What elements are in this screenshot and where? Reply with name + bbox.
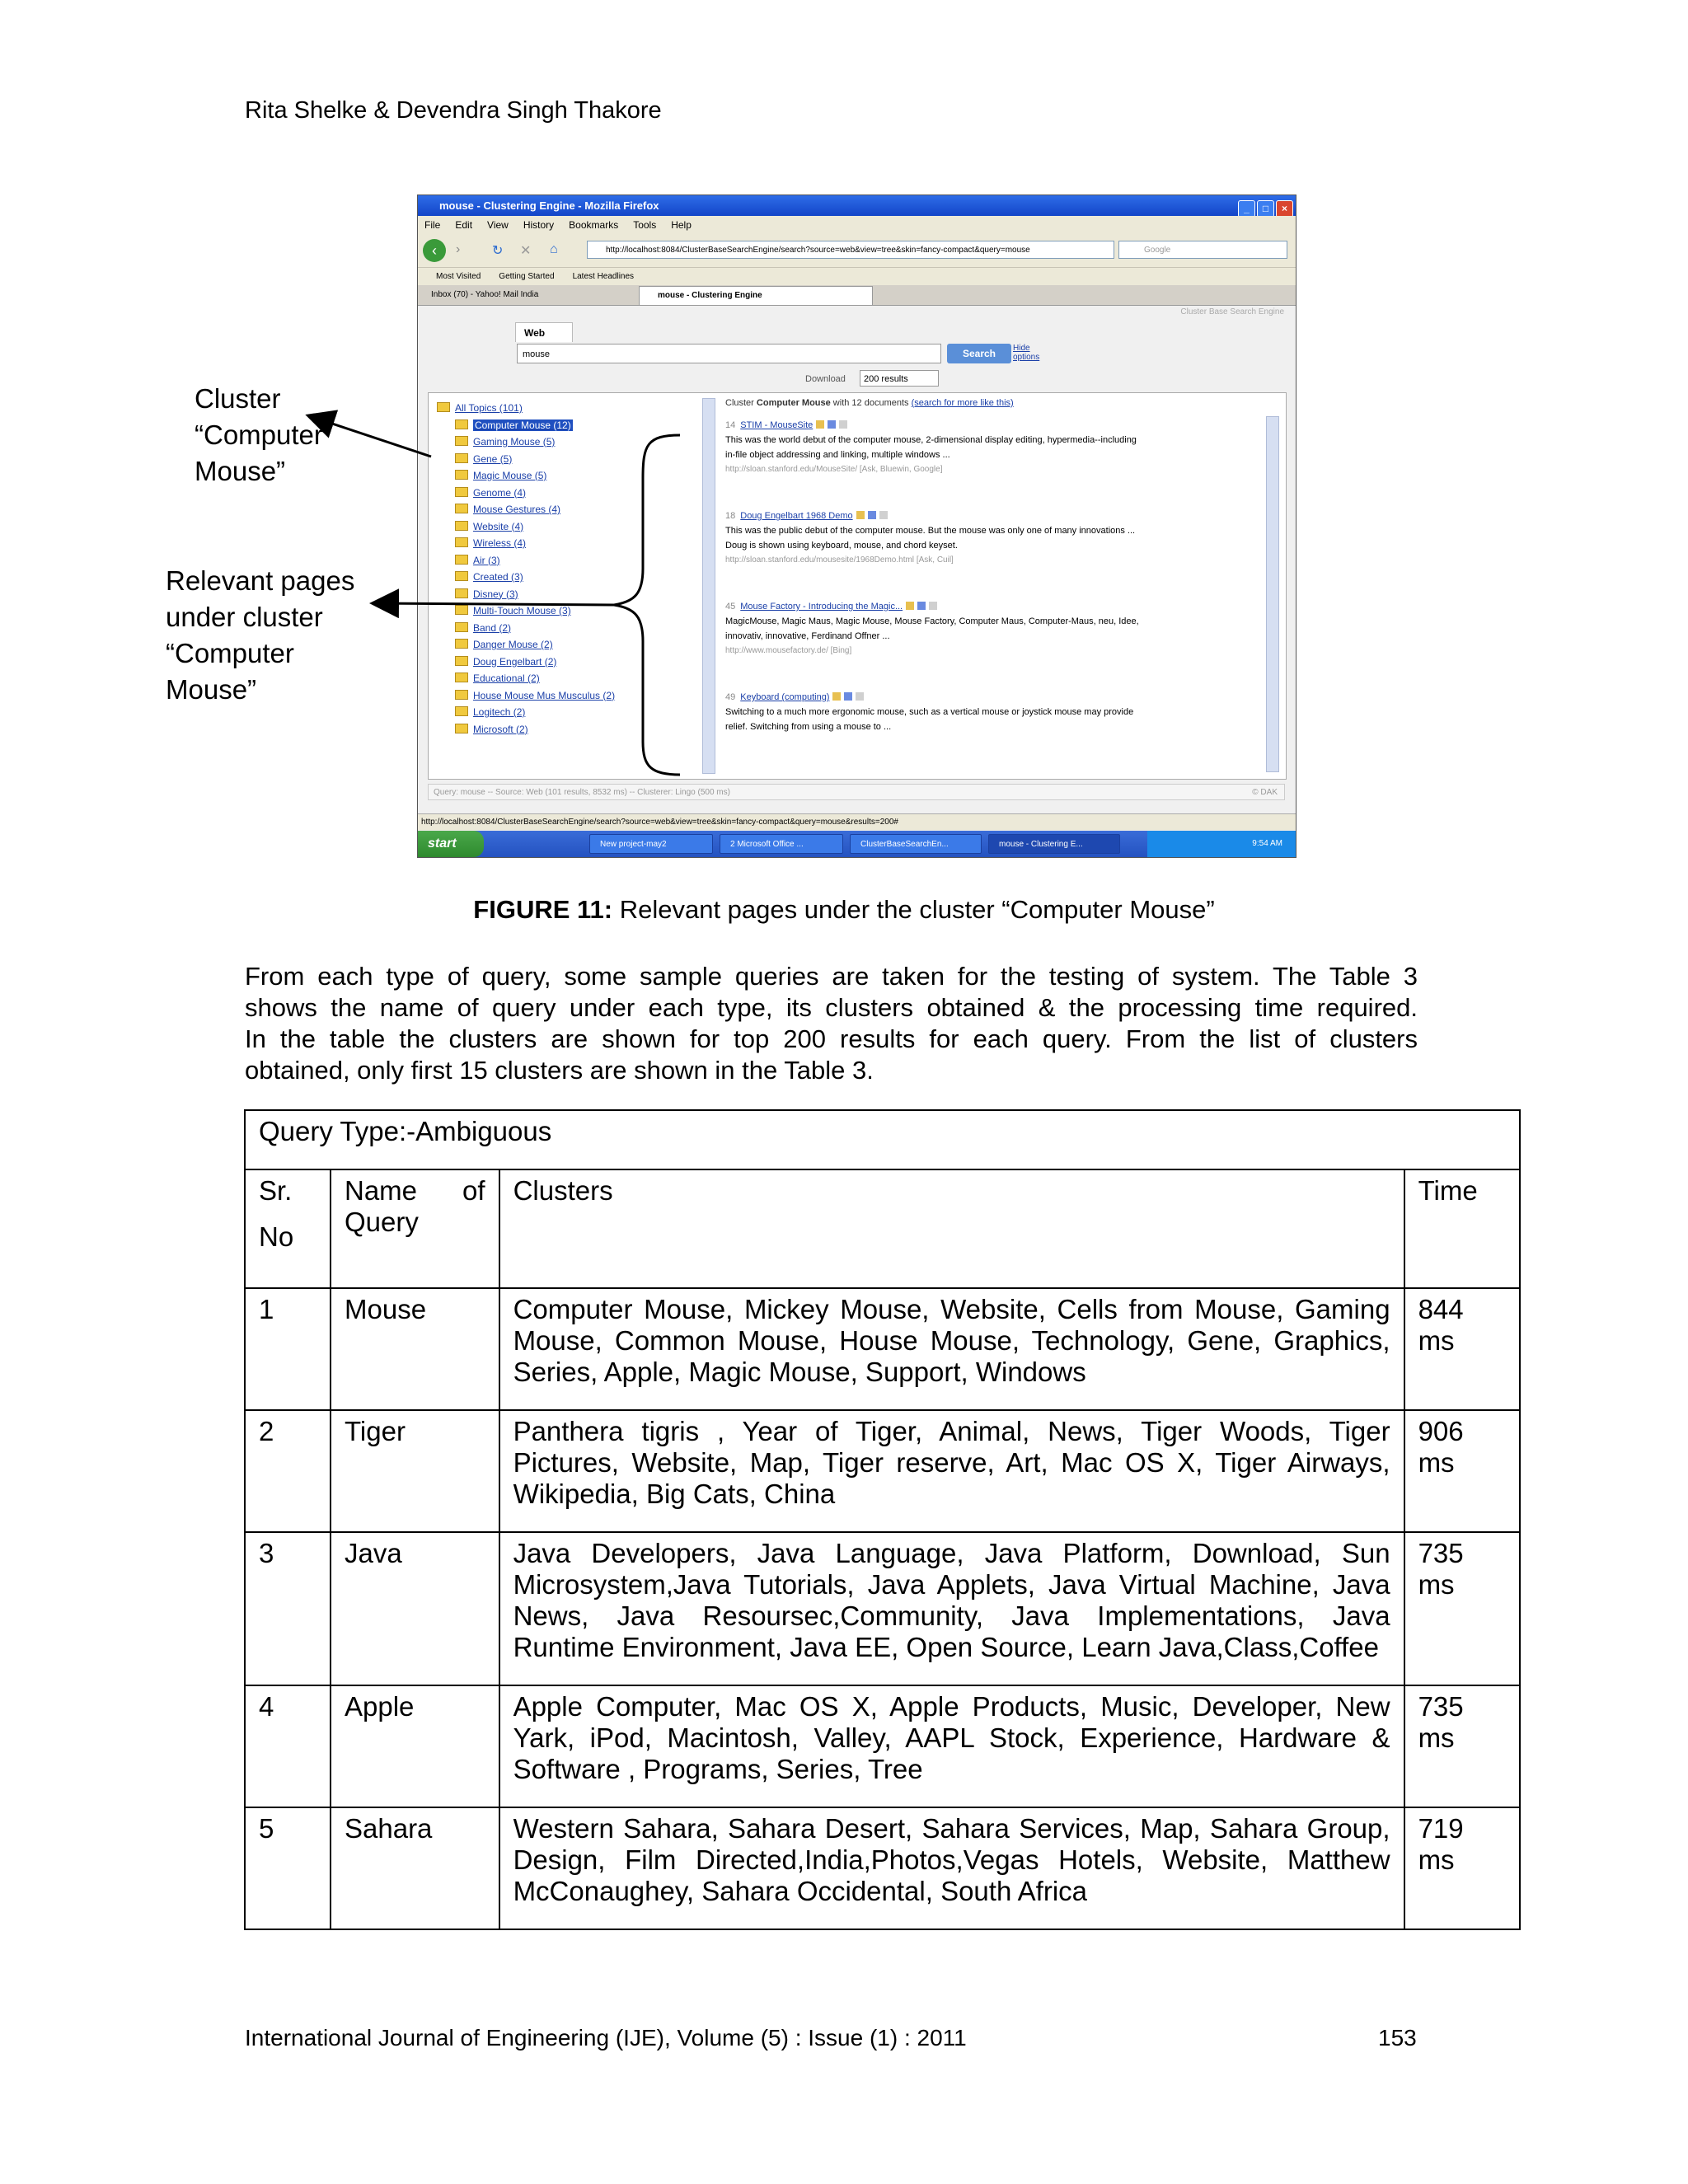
tree-item[interactable]: Air (3) <box>437 552 692 569</box>
page-header: Rita Shelke & Devendra Singh Thakore <box>245 97 662 124</box>
table-row: 4 Apple Apple Computer, Mac OS X, Apple Products, Music, Developer, New Yark, iPod, Macintosh, Valley, AAPL Stock, Experience, Hardware & Software , Programs, Series, Tree 735 ms <box>245 1685 1520 1807</box>
tree-item[interactable]: House Mouse Mus Musculus (2) <box>437 687 692 705</box>
annotation-arrows <box>0 0 1688 907</box>
bookmark-latest-headlines[interactable]: Latest Headlines <box>572 272 635 281</box>
bookmark-getting-started[interactable]: Getting Started <box>499 272 555 281</box>
bookmark-most-visited[interactable]: Most Visited <box>436 272 481 281</box>
result-item: 49 Keyboard (computing) Switching to a much more ergonomic mouse, such as a vertical mouse or joystick mouse may provide relief. Switching from using a mouse to ... <box>725 692 1134 732</box>
annotation-relevant-pages: Relevant pages under cluster “Computer Mouse” <box>166 565 355 705</box>
result-link[interactable]: Mouse Factory - Introducing the Magic... <box>740 602 903 612</box>
menu-tools[interactable]: Tools <box>633 219 657 231</box>
query-type-cell: Query Type:-Ambiguous <box>245 1110 1520 1169</box>
download-select[interactable]: 200 results <box>860 370 939 387</box>
tree-item[interactable]: Created (3) <box>437 569 692 586</box>
menu-view[interactable]: View <box>487 219 509 231</box>
body-paragraph: From each type of query, some sample queries are taken for the testing of system. The Table 3 shows the name of query under each type, its clusters obtained & the processing time required. In the table the clusters are shown for top 200 results for each query. From the list of clusters obtained, only first 15 clusters are shown in the Table 3. <box>245 962 1418 1085</box>
tree-item[interactable]: Wireless (4) <box>437 535 692 552</box>
google-search-input[interactable]: Google <box>1118 241 1287 259</box>
table-row: 3 Java Java Developers, Java Language, Java Platform, Download, Sun Microsystem,Java Tutorials, Java Applets, Java Virtual Machine, Java News, Java Resoursec,Community, Java Implementations, Java Runtime Environment, Java EE, Open Source, Learn Java,Class,Coffee 735 ms <box>245 1532 1520 1685</box>
search-more-link[interactable]: (search for more like this) <box>911 398 1014 408</box>
result-link[interactable]: Keyboard (computing) <box>740 692 830 702</box>
bracket <box>614 435 680 775</box>
tree-item[interactable]: Website (4) <box>437 518 692 536</box>
results-header: Cluster Computer Mouse with 12 documents (search for more like this) <box>725 398 1014 408</box>
taskbar-item[interactable]: mouse - Clustering E... <box>988 834 1120 854</box>
taskbar-item[interactable]: New project-may2 <box>589 834 713 854</box>
forward-icon[interactable]: › <box>456 242 461 256</box>
table-row: 5 Sahara Western Sahara, Sahara Desert, Sahara Services, Map, Sahara Group, Design, Film Directed,India,Photos,Vegas Hotels, Website, Matthew McConaughey, Sahara Occidental, South Africa 719 ms <box>245 1807 1520 1929</box>
tree-item[interactable]: Microsoft (2) <box>437 721 692 738</box>
header-time: Time <box>1404 1169 1520 1288</box>
query-status: Query: mouse -- Source: Web (101 results, 8532 ms) -- Clusterer: Lingo (500 ms) © DAK <box>428 784 1285 800</box>
tree-item[interactable]: Danger Mouse (2) <box>437 636 692 654</box>
tree-item[interactable]: Doug Engelbart (2) <box>437 654 692 671</box>
tab-clustering-engine[interactable]: mouse - Clustering Engine <box>639 286 873 305</box>
tree-item[interactable]: Educational (2) <box>437 670 692 687</box>
tree-item[interactable]: Magic Mouse (5) <box>437 467 692 485</box>
taskbar-item[interactable]: 2 Microsoft Office ... <box>720 834 843 854</box>
tree-item[interactable]: Computer Mouse (12) <box>437 417 692 434</box>
result-link[interactable]: Doug Engelbart 1968 Demo <box>740 511 853 521</box>
clock: 9:54 AM <box>1252 839 1282 848</box>
tree-item[interactable]: Band (2) <box>437 620 692 637</box>
results-table <box>244 1109 1521 1930</box>
header-sr: Sr. No <box>245 1169 331 1288</box>
query-input[interactable]: mouse <box>517 344 941 363</box>
figure-caption: FIGURE 11: Relevant pages under the cluster “Computer Mouse” <box>473 895 1215 924</box>
tree-item[interactable]: Genome (4) <box>437 485 692 502</box>
minimize-icon[interactable]: _ <box>1238 200 1255 218</box>
close-icon[interactable]: × <box>1276 200 1293 218</box>
maximize-icon[interactable]: □ <box>1257 200 1274 218</box>
menu-edit[interactable]: Edit <box>455 219 473 231</box>
url-input[interactable]: http://localhost:8084/ClusterBaseSearchEngine/search?source=web&view=tree&skin=fancy-compact&query=mouse <box>587 241 1114 259</box>
tree-item[interactable]: Logitech (2) <box>437 704 692 721</box>
arrow-cluster <box>310 416 431 457</box>
tree-item[interactable]: Disney (3) <box>437 586 692 603</box>
footer-journal: International Journal of Engineering (IJE), Volume (5) : Issue (1) : 2011 <box>245 2025 967 2050</box>
header-clusters: Clusters <box>499 1169 1404 1288</box>
result-item: 18 Doug Engelbart 1968 Demo This was the public debut of the computer mouse. But the mouse was only one of many innovations ... Doug is shown using keyboard, mouse, and chord keyset. http://sloan.stanford.edu/mousesite/1968Demo.html [Ask, Cuil] <box>725 511 1136 565</box>
start-button[interactable]: start <box>418 831 484 857</box>
back-icon[interactable]: ‹ <box>423 239 446 262</box>
stop-icon[interactable]: ✕ <box>520 244 532 258</box>
menu-help[interactable]: Help <box>671 219 692 231</box>
result-link[interactable]: STIM - MouseSite <box>740 420 814 430</box>
menu-file[interactable]: File <box>424 219 441 231</box>
window-title: mouse - Clustering Engine - Mozilla Firefox <box>439 199 659 212</box>
browser-status-bar: http://localhost:8084/ClusterBaseSearchEngine/search?source=web&view=tree&skin=fancy-compact&query=mouse&results=200# <box>418 813 1296 830</box>
header-name: Name of Query <box>331 1169 499 1288</box>
tree-item[interactable]: Gene (5) <box>437 451 692 468</box>
tab-inbox[interactable]: Inbox (70) - Yahoo! Mail India <box>421 287 647 303</box>
engine-label: Cluster Base Search Engine <box>1180 307 1284 316</box>
home-icon[interactable]: ⌂ <box>550 242 558 256</box>
tab-web[interactable]: Web <box>515 322 573 342</box>
arrow-relevant-pages <box>374 603 614 605</box>
table-row: 2 Tiger Panthera tigris , Year of Tiger, Animal, News, Tiger Woods, Tiger Pictures, Website, Map, Tiger reserve, Art, Mac OS X, Tiger Airways, Wikipedia, Big Cats, China 906 ms <box>245 1410 1520 1532</box>
tree-item[interactable]: Gaming Mouse (5) <box>437 434 692 451</box>
hide-options-link[interactable]: Hide options <box>1013 344 1040 362</box>
tree-item[interactable]: Mouse Gestures (4) <box>437 501 692 518</box>
result-item: 45 Mouse Factory - Introducing the Magic... MagicMouse, Magic Maus, Magic Mouse, Mouse Factory, Computer Maus, Computer-Maus, neu, Idee, innovativ, innovative, Ferdinand Offner ... http://www.mousefactory.de/ [Bing] <box>725 602 1139 655</box>
table-row: 1 Mouse Computer Mouse, Mickey Mouse, Website, Cells from Mouse, Gaming Mouse, Common Mouse, House Mouse, Technology, Gene, Graphics, Series, Apple, Magic Mouse, Support, Windows 844 ms <box>245 1288 1520 1410</box>
reload-icon[interactable]: ↻ <box>492 244 504 258</box>
search-button[interactable]: Search <box>947 344 1011 363</box>
annotation-cluster: Cluster “Computer Mouse” <box>195 383 323 486</box>
taskbar-item[interactable]: ClusterBaseSearchEn... <box>850 834 982 854</box>
footer-page-number: 153 <box>1378 2025 1417 2050</box>
result-item: 14 STIM - MouseSite This was the world debut of the computer mouse, 2-dimensional display editing, hypermedia--including in-file object addressing and linking, multiple windows ... http://sloan.stanford.edu/MouseSite/ [Ask, Bluewin, Google] <box>725 420 1137 474</box>
menu-bookmarks[interactable]: Bookmarks <box>569 219 619 231</box>
tree-root[interactable]: All Topics (101) <box>437 400 692 417</box>
tree-item[interactable]: Multi-Touch Mouse (3) <box>437 602 692 620</box>
download-label: Download <box>805 374 846 384</box>
menu-history[interactable]: History <box>523 219 555 231</box>
